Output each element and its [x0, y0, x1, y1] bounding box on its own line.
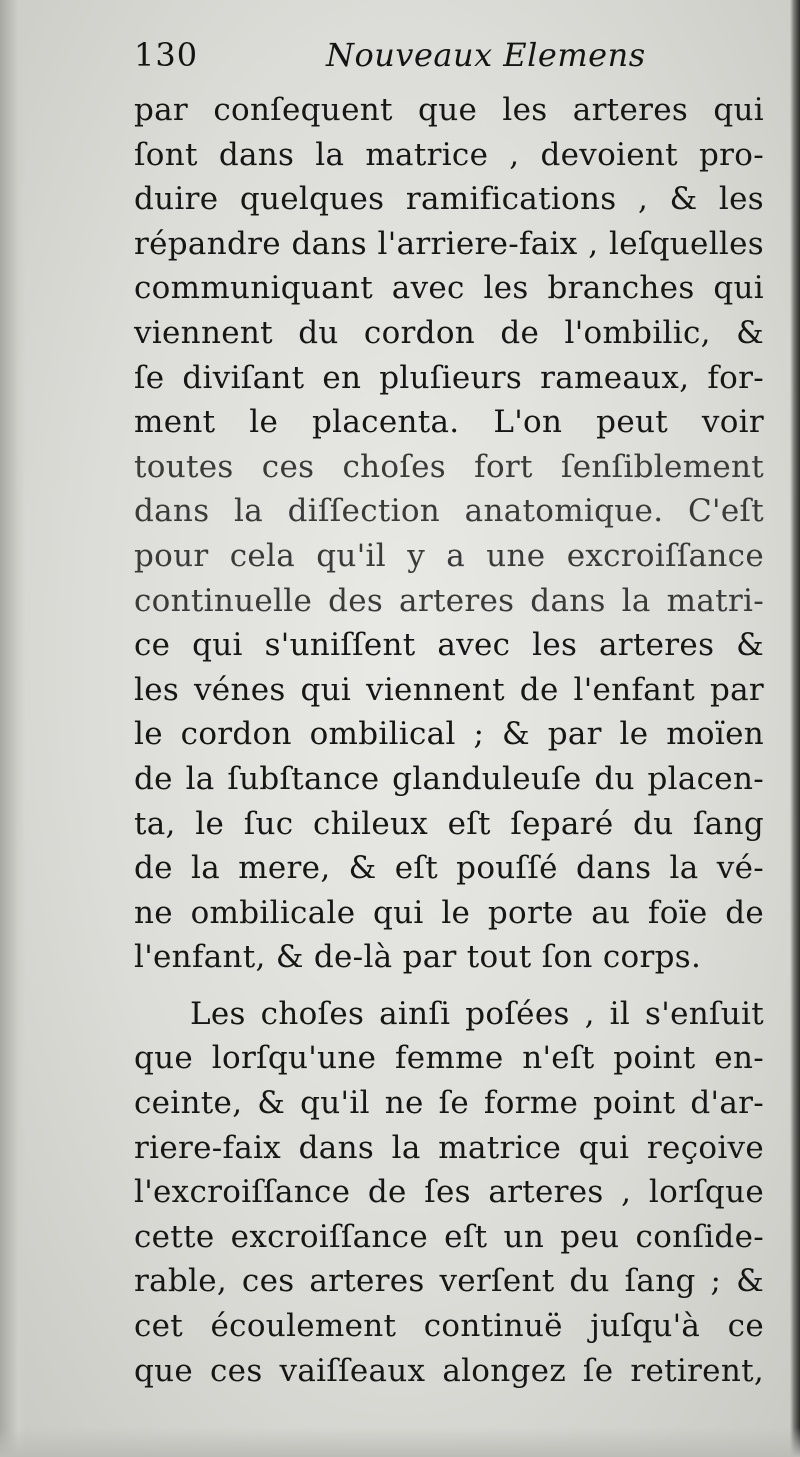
text-line: ſont dans la matrice , devoient pro-	[134, 136, 764, 173]
text-line: ne ombilicale qui le porte au foïe de	[134, 894, 764, 931]
body-text	[134, 88, 764, 1393]
text-line: duire quelques ramifications , & les	[134, 181, 764, 218]
text-line: l'enfant, & de-là par tout ſon corps.	[134, 939, 702, 976]
text-line: riere-faix dans la matrice qui reçoive	[134, 1129, 764, 1166]
page-right-edge	[790, 0, 800, 1457]
text-line: ce qui s'uniſſent avec les arteres &	[134, 627, 764, 664]
text-line: de la mere, & eſt pouſſé dans la vé-	[134, 850, 764, 887]
text-line: par conſequent que les arteres qui	[134, 92, 764, 128]
text-line: que ces vaiſſeaux alongez ſe retirent,	[134, 1352, 764, 1389]
running-title: Nouveaux Elemens	[326, 36, 646, 74]
text-line: rable, ces arteres verſent du ſang ; &	[134, 1263, 764, 1300]
text-line: ta, le ſuc chileux eſt ſeparé du ſang	[134, 805, 764, 842]
text-line: communiquant avec les branches qui	[134, 270, 764, 307]
text-line: l'excroiſſance de ſes arteres , lorſque	[134, 1174, 764, 1211]
text-line: dans la diſſection anatomique. C'eſt	[134, 493, 764, 530]
text-line: cette excroiſſance eſt un peu conſide-	[134, 1218, 764, 1255]
page-header	[134, 36, 754, 86]
text-line: viennent du cordon de l'ombilic, &	[134, 314, 764, 351]
page-left-shadow	[0, 0, 26, 1457]
text-line: toutes ces choſes fort ſenſiblement	[134, 448, 764, 485]
text-line: Les choſes ainſi poſées , il s'enſuit	[190, 995, 764, 1032]
paragraph-1	[134, 88, 764, 980]
text-line: continuelle des arteres dans la matri-	[134, 582, 764, 619]
page-bottom-shadow	[0, 1427, 800, 1457]
text-line: ceinte, & qu'il ne ſe forme point d'ar-	[134, 1085, 764, 1122]
text-line: de la ſubſtance glanduleuſe du placen-	[134, 760, 764, 797]
text-line: ſe diviſant en pluſieurs rameaux, for-	[134, 359, 764, 396]
text-line: ment le placenta. L'on peut voir	[134, 404, 764, 441]
text-line: que lorſqu'une femme n'eſt point en-	[134, 1040, 764, 1077]
page-number: 130	[134, 36, 199, 74]
text-line: le cordon ombilical ; & par le moïen	[134, 716, 764, 753]
text-line: les vénes qui viennent de l'enfant par	[134, 671, 764, 708]
text-line: cet écoulement continuë juſqu'à ce	[134, 1308, 764, 1345]
paragraph-2	[134, 992, 764, 1393]
text-line: pour cela qu'il y a une excroiſſance	[134, 537, 764, 574]
text-line: répandre dans l'arriere-faix , leſquelles	[134, 225, 764, 262]
